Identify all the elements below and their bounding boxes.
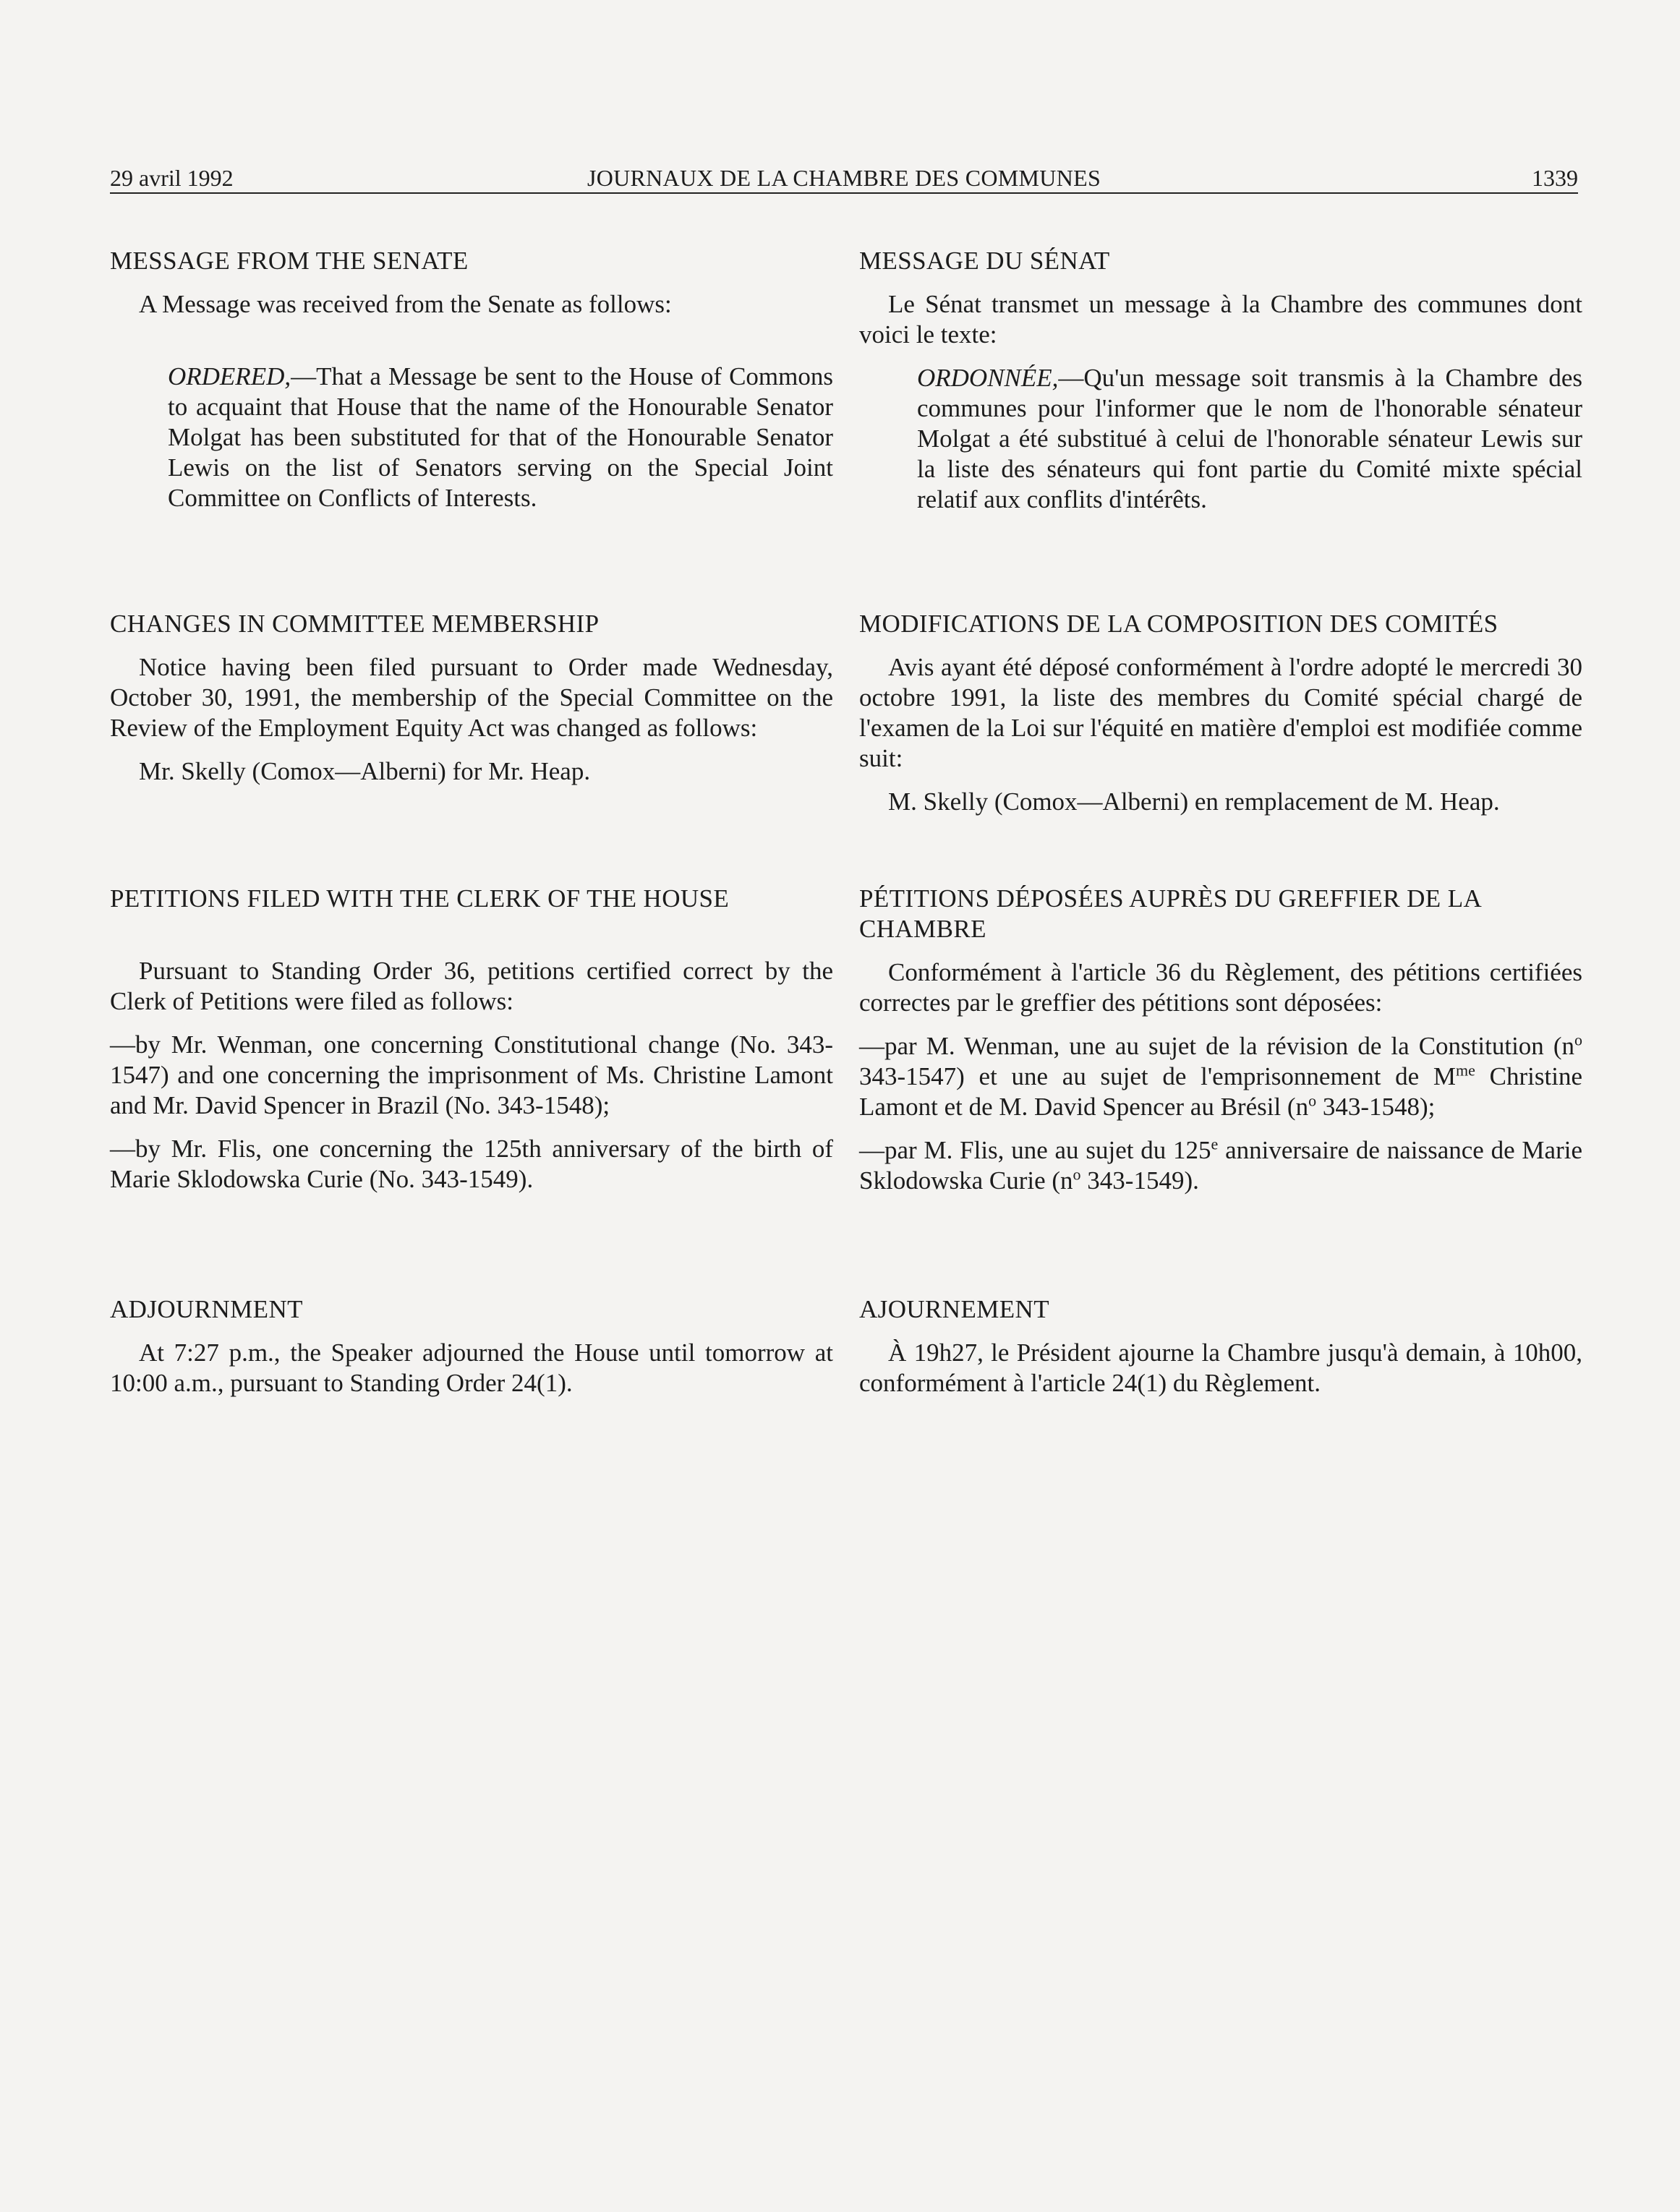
text-run: Christine Lamont et de M. David Spencer au Brésil (n — [859, 1062, 1582, 1121]
petition-item — [859, 1135, 1582, 1196]
committee-section-en — [110, 609, 833, 787]
senate-message-section-en — [110, 246, 833, 513]
section-title: MESSAGE FROM THE SENATE — [110, 247, 469, 275]
superscript: me — [1456, 1061, 1475, 1080]
paragraph: At 7:27 p.m., the Speaker adjourned the House until tomorrow at 10:00 a.m., pursuant to Standing Order 24(1). — [110, 1338, 833, 1397]
text-run: anniversaire de naissance de Marie Sklodowska Curie (n — [859, 1136, 1582, 1195]
section-title: CHANGES IN COMMITTEE MEMBERSHIP — [110, 610, 600, 638]
text-run: 343-1549). — [1080, 1166, 1199, 1195]
superscript: o — [1308, 1091, 1317, 1110]
paragraph: Notice having been filed pursuant to Order made Wednesday, October 30, 1991, the membership of the Special Committee on the Review of the Employment Equity Act was changed as follows: — [110, 653, 833, 742]
section-title: MODIFICATIONS DE LA COMPOSITION DES COMITÉS — [859, 610, 1498, 638]
section-title: ADJOURNMENT — [110, 1295, 303, 1323]
ordered-text: —Qu'un message soit transmis à la Chambre des communes pour l'informer que le nom de l'honorable sénateur Molgat a été substitué à celui de l'honorable sénateur Lewis sur la liste des sénateurs qui font partie du Comité mixte spécial relatif aux conflits d'intérêts. — [917, 364, 1582, 513]
superscript: o — [1073, 1165, 1081, 1184]
adjournment-section-fr — [859, 1294, 1582, 1398]
petitions-section-fr — [859, 884, 1582, 1196]
paragraph: À 19h27, le Président ajourne la Chambre jusqu'à demain, à 10h00, conformément à l'article 24(1) du Règlement. — [859, 1338, 1582, 1397]
header-page-number: 1339 — [1532, 165, 1578, 191]
superscript: o — [1574, 1030, 1582, 1049]
senate-message-section-fr — [859, 246, 1582, 515]
paragraph: Avis ayant été déposé conformément à l'ordre adopté le mercredi 30 octobre 1991, la liste des membres du Comité spécial chargé de l'examen de la Loi sur l'équité en matière d'emploi est modifiée comme suit: — [859, 653, 1582, 772]
section-title: PETITIONS FILED WITH THE CLERK OF THE HOUSE — [110, 884, 730, 913]
adjournment-section-en — [110, 1294, 833, 1398]
page-header — [110, 161, 1578, 195]
petitions-section-en — [110, 884, 833, 1195]
superscript: e — [1211, 1135, 1219, 1153]
paragraph: A Message was received from the Senate as follows: — [139, 290, 672, 318]
paragraph: Le Sénat transmet un message à la Chambre des communes dont voici le texte: — [859, 290, 1582, 349]
paragraph: M. Skelly (Comox—Alberni) en remplacement de M. Heap. — [888, 787, 1500, 816]
text-run: 343-1548); — [1316, 1093, 1436, 1121]
paragraph: Conformément à l'article 36 du Règlement, des pétitions certifiées correctes par le greffier des pétitions sont déposées: — [859, 958, 1582, 1017]
petition-item: —by Mr. Flis, one concerning the 125th anniversary of the birth of Marie Sklodowska Curie (No. 343-1549). — [110, 1135, 833, 1193]
section-title: AJOURNEMENT — [859, 1295, 1050, 1323]
ordered-label: ORDERED, — [168, 362, 291, 390]
ordered-paragraph — [110, 362, 833, 513]
ordered-text: —That a Message be sent to the House of Commons to acquaint that House that the name of the Honourable Senator Molgat has been substituted for that of the Honourable Senator Lewis on the list of Senators serving on the Special Joint Committee on Conflicts of Interests. — [168, 362, 833, 512]
section-title: PÉTITIONS DÉPOSÉES AUPRÈS DU GREFFIER DE LA CHAMBRE — [859, 884, 1481, 943]
ordered-label: ORDONNÉE, — [917, 364, 1059, 392]
section-title: MESSAGE DU SÉNAT — [859, 247, 1110, 275]
text-run: —par M. Wenman, une au sujet de la révision de la Constitution (n — [859, 1032, 1574, 1060]
text-run: —par M. Flis, une au sujet du 125 — [859, 1136, 1211, 1164]
text-run: 343-1547) et une au sujet de l'emprisonnement de M — [859, 1062, 1457, 1090]
header-title: JOURNAUX DE LA CHAMBRE DES COMMUNES — [587, 165, 1101, 191]
committee-section-fr — [859, 609, 1582, 817]
header-rule — [110, 192, 1578, 194]
petition-item — [859, 1031, 1582, 1122]
paragraph: Pursuant to Standing Order 36, petitions certified correct by the Clerk of Petitions were filed as follows: — [110, 957, 833, 1015]
petition-item: —by Mr. Wenman, one concerning Constitutional change (No. 343-1547) and one concerning the imprisonment of Ms. Christine Lamont and Mr. David Spencer in Brazil (No. 343-1548); — [110, 1030, 833, 1119]
ordered-paragraph — [859, 363, 1582, 515]
paragraph: Mr. Skelly (Comox—Alberni) for Mr. Heap. — [139, 757, 591, 785]
header-date: 29 avril 1992 — [110, 165, 234, 191]
